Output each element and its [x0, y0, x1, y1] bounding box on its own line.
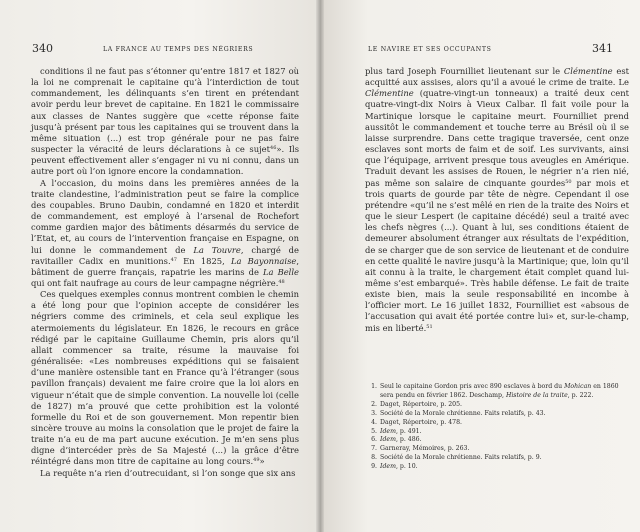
- italic-text: La Touvre: [193, 244, 241, 255]
- text-run: Garneray, Mémoires, p. 263.: [380, 445, 470, 453]
- footnote-ref: 47: [170, 256, 177, 263]
- text-run: En 1825,: [176, 255, 231, 266]
- italic-text: La Belle: [262, 266, 299, 277]
- footnote: [368, 383, 628, 401]
- text-run: Daget, Répertoire, p. 478.: [380, 418, 463, 426]
- footnote: [368, 463, 628, 472]
- text-run: La requête n’a rien d’outrecuidant, si l’on songe que six ans: [40, 467, 296, 478]
- italic-text: Idem: [380, 463, 396, 471]
- footnote: [368, 401, 628, 410]
- text-run: par mois et trois quarts de gourde par tête de nègre. Cependant il ose prétendre «qu’il ne s’est mêlé en rien de la traite des Noirs et que le sieur Lespert (le capitaine décédé) seul a traité avec les chefs nègres (...). Quant à lui, ses conditions étaient de demeurer absolument étranger aux résultats de l’expédition, de se charger que de son service de lieutenant et de conduire en cette qualité le navire jusqu’à la Martinique; que, loin qu’il ait connu à la traite, le chargement était complet quand lui-même s’est embarqué». Très habile défense. Le fait de traite existe bien, mais la seule responsabilité en incombe à l’officier mort. Le 16 juillet 1832, Fournilliet est «absous de l’accusation qui avait été portée contre lui» et, sur-le-champ, mis en liberté.: [365, 177, 629, 333]
- footnote-number: 7.: [371, 445, 377, 453]
- italic-text: Idem: [380, 436, 396, 444]
- italic-text: Clémentine: [563, 66, 613, 76]
- footnote-ref: 46: [270, 145, 277, 152]
- left-body-text: [31, 66, 299, 479]
- paragraph: [31, 66, 299, 178]
- text-run: en 1860 sera pendu en février 1862. Deschamp,: [380, 383, 619, 399]
- footnote-number: 9.: [371, 463, 377, 471]
- footnote-number: 2.: [371, 400, 377, 408]
- text-run: , p. 222.: [567, 391, 594, 399]
- paragraph: [31, 178, 299, 290]
- footnote: [368, 445, 628, 454]
- footnote-ref: 48: [278, 278, 285, 285]
- text-run: »: [259, 456, 265, 467]
- footnote-text: [380, 419, 628, 428]
- text-run: , chargé de ravitailler Cadix en munitions.: [31, 244, 299, 266]
- footnote-number: 8.: [371, 454, 377, 462]
- text-run: , p. 491.: [395, 427, 422, 435]
- italic-text: La Bayonnaise: [230, 255, 297, 266]
- footnote-text: [380, 383, 628, 401]
- footnote-text: [380, 410, 628, 419]
- right-page-number: 341: [592, 42, 613, 55]
- text-run: Société de la Morale chrétienne. Faits relatifs, p. 43.: [380, 409, 546, 417]
- text-run: Seul le capitaine Gordon pris avec 890 esclaves à bord du: [380, 383, 565, 390]
- footnote: [368, 428, 628, 437]
- text-run: , bâtiment de guerre français, rapatrie les marins de: [31, 255, 299, 277]
- footnote-ref: 50: [565, 178, 572, 185]
- left-running-head: LA FRANCE AU TEMPS DES NÉGRIERS: [103, 46, 254, 53]
- paragraph: [31, 289, 299, 468]
- italic-text: Mohican: [564, 383, 592, 390]
- footnote-ref: 51: [426, 323, 433, 330]
- left-page-number: 340: [32, 42, 53, 55]
- text-run: Ces quelques exemples connus montrent combien le chemin a été long pour que l’opinion accepte de considérer les négriers comme des criminels, et cela seul explique les atermoiements du législateur. En 1826, le recours en grâce rédigé par le capitaine Guillaume Chemin, pris alors qu’il allait commencer sa traite, résume la mauvaise foi généralisée: «Les nombreuses expéditions qui se faisaient d’une manière ostensible tant en France qu’à l’étranger (sous pavillon français) devaient me faire croire que la loi alors en vigueur n’était que de simple convention. La nouvelle loi (celle de 1827) m’a prouvé que cette prohibition est la volonté formelle du Roi et de son gouvernement. Mon repentir bien sincère trouve au moins la consolation que le projet de faire la traite n’a eu de ma part aucune exécution. Je m’en sens plus digne d’intercéder près de Sa Majesté (...) la grâce d’être réintégré dans mon titre de capitaine au long cours.: [31, 289, 299, 467]
- text-run: ». Ils peuvent effectivement aller s’engager ni vu ni connu, dans un autre port où l’on ignore encore la condamnation.: [31, 144, 299, 177]
- footnote-number: 4.: [371, 418, 377, 426]
- footnote-text: [380, 401, 628, 410]
- italic-text: Clémentine: [365, 88, 414, 99]
- footnote: [368, 410, 628, 419]
- footnote-number: 3.: [371, 409, 377, 417]
- footnote: [368, 419, 628, 428]
- paragraph: [31, 468, 299, 479]
- text-run: (quatre-vingt-un tonneaux) a traité deux cent quatre-vingt-dix Noirs à Vieux Calbar. Il fait voile pour la Martinique lorsque le capitaine meurt. Fournilliet prend aussitôt le commandement et touche terre au Brésil où il se laisse surprendre. Dans cette tragique traversée, cent onze esclaves sont morts de faim et de soif. Les survivants, ainsi que l’équipage, arrivent presque tous aveugles en Amérique. Traduit devant les assises de Rouen, le négrier n’a rien nié, pas même son salaire de cinquante gourdes: [365, 88, 629, 188]
- footnote-text: [380, 463, 628, 472]
- footnote-ref: 49: [253, 457, 260, 464]
- text-run: , p. 486.: [395, 436, 422, 444]
- text-run: A l’occasion, du moins dans les premières années de la traite clandestine, l’administration peut se faire la complice des coupables. Bruno Daubin, condamné en 1820 et interdit de commandement, est employé à l’arsenal de Rochefort comme gardien major des bâtiments désarmés du service de l’Etat, et, au cours de l’intervention française en Espagne, on lui donne le commandement de: [31, 177, 299, 255]
- text-run: est acquitté aux assises, alors qu’il a avoué le crime de traite. Le: [365, 66, 629, 88]
- italic-text: Histoire de la traite: [505, 391, 568, 399]
- text-run: conditions il ne faut pas s’étonner qu’entre 1817 et 1827 où la loi ne comprenait le capitaine qu’à l’interdiction de tout commandement, les délinquants s’en tirent en prétendant avoir perdu leur brevet de capitaine. En 1821 le commissaire aux classes de Nantes suggère que «cette réponse faite jusqu’à présent par tous les capitaines qui se trouvent dans la même situation (...) est trop générale pour ne pas faire suspecter la véracité de leurs déclarations à ce sujet: [31, 66, 299, 155]
- right-body-text: [365, 66, 629, 334]
- right-page: [320, 0, 640, 532]
- footnote: [368, 454, 628, 463]
- paragraph: [365, 66, 629, 334]
- text-run: , p. 10.: [395, 463, 418, 471]
- book-gutter: [316, 0, 324, 532]
- footnotes: [368, 383, 628, 472]
- italic-text: Idem: [380, 427, 396, 435]
- footnote-number: 6.: [371, 436, 377, 444]
- footnote-text: [380, 436, 628, 445]
- footnote: [368, 436, 628, 445]
- text-run: Daget, Répertoire, p. 205.: [380, 400, 463, 408]
- footnote-text: [380, 428, 628, 437]
- footnote-number: 5.: [371, 427, 377, 435]
- footnote-text: [380, 445, 628, 454]
- text-run: qui ont fait naufrage au cours de leur campagne négrière.: [31, 277, 279, 288]
- footnote-number: 1.: [371, 383, 377, 390]
- right-running-head: LE NAVIRE ET SES OCCUPANTS: [368, 46, 492, 53]
- text-run: plus tard Joseph Fournilliet lieutenant sur le: [365, 66, 564, 76]
- footnote-text: [380, 454, 628, 463]
- text-run: Société de la Morale chrétienne. Faits relatifs, p. 9.: [380, 454, 542, 462]
